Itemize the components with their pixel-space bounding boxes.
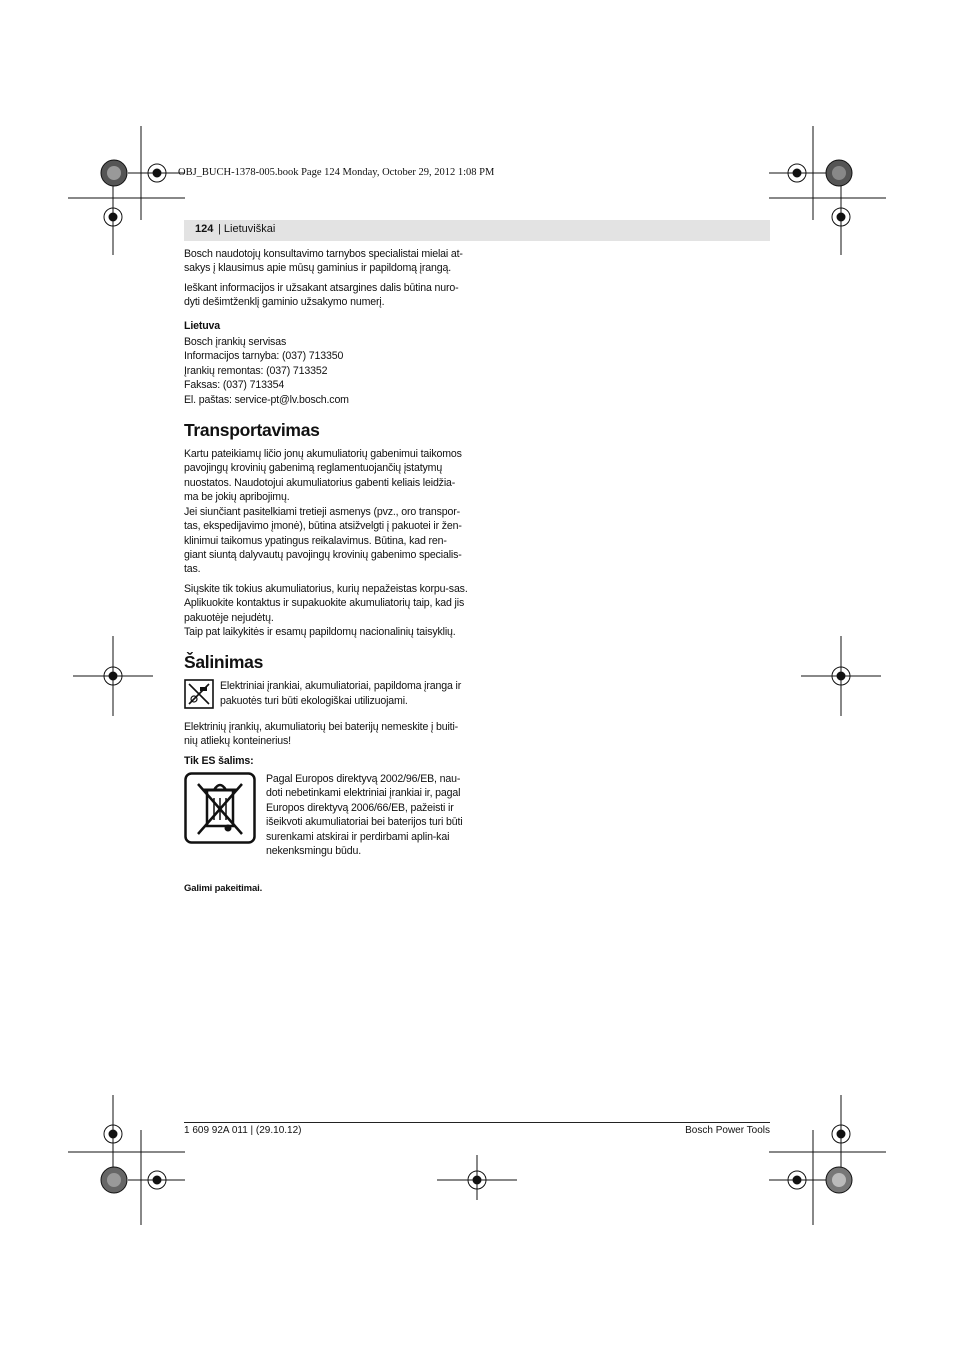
eu-text: Pagal Europos direktyvą 2002/96/EB, nau-doti nebetinkami elektriniai įrankiai ir, pagal Europos direktyvą 2006/66/EB, pažeisti ir išeikvoti akumuliatoriai bei baterijos turi būti surenkami atskirai ir perdirbami aplin-kai nekenksmingu būdu.	[266, 772, 463, 857]
recycling-icon	[184, 679, 214, 713]
text-column	[184, 247, 468, 902]
contact-line: El. paštas: service-pt@lv.bosch.com	[184, 393, 349, 406]
contact-block	[184, 335, 468, 407]
recycle-row	[184, 679, 468, 713]
footer-brand: Bosch Power Tools	[685, 1125, 770, 1136]
household-text: Elektrinių įrankių, akumuliatorių bei baterijų nemeskite į buiti-nių atliekų konteinerius!	[184, 720, 459, 748]
changes-note: Galimi pakeitimai.	[184, 883, 263, 895]
page-number: 124	[195, 223, 214, 235]
transport-paragraph: Siųskite tik tokius akumuliatorius, kurių nepažeistas korpu-sas. Aplikuokite kontaktus ir supakuokite akumuliatorių taip, kad jis pakuotėje nejudėtų. Taip pat laikykitės ir esamų papildomų nacionalinių taisyklių.	[184, 582, 468, 638]
recycle-text: Elektriniai įrankiai, akumuliatoriai, papildoma įranga ir pakuotės turi būti ekologiškai utilizuojami.	[220, 680, 462, 707]
section-name: Lietuviškai	[223, 223, 276, 235]
transport-heading: Transportavimas	[184, 420, 320, 441]
footer-divider	[184, 1122, 770, 1123]
transport-paragraph: Kartu pateikiamų ličio jonų akumuliatorių gabenimui taikomos pavojingų krovinių gabenimą reglamentuojančių įstatymų nuostatos. Naudotojui akumuliatorius gabenti keliais leidžia-ma be jokių apribojimų. Jei siunčiant pasitelkiami tretieji asmenys (pvz., oro transpor-tas, ekspedijavimo įmonė), būtina atsižvelgti į pakuotei ir žen-klinimui taikomus ypatingus reikalavimus. Būtina, kad ren-giant siuntą dalyvautų pavojingų krovinių gabenimo specialis-tas.	[184, 448, 462, 576]
contact-line: Faksas: (037) 713354	[184, 379, 285, 392]
page-header	[184, 220, 770, 241]
contact-line: Bosch įrankių servisas	[184, 336, 287, 349]
contact-country: Lietuva	[184, 319, 221, 332]
intro-paragraph: Bosch naudotojų konsultavimo tarnybos specialistai mielai at-sakys į klausimus apie mūsų gaminius ir papildomą įrangą.	[184, 248, 463, 275]
eu-row	[184, 772, 468, 858]
crossed-bin-icon	[184, 772, 256, 848]
intro-paragraph: Ieškant informacijos ir užsakant atsargines dalis būtina nuro-dyti dešimtženklį gaminio užsakymo numerį.	[184, 281, 459, 309]
section-title: | Lietuviškai	[218, 223, 276, 235]
print-info: OBJ_BUCH-1378-005.book Page 124 Monday, October 29, 2012 1:08 PM	[178, 167, 495, 178]
contact-line: Informacijos tarnyba: (037) 713350	[184, 350, 344, 363]
disposal-heading: Šalinimas	[184, 652, 264, 673]
footer-doc-number: 1 609 92A 011 | (29.10.12)	[184, 1125, 302, 1136]
eu-label: Tik ES šalims:	[184, 754, 254, 767]
contact-line: Įrankių remontas: (037) 713352	[184, 364, 328, 377]
